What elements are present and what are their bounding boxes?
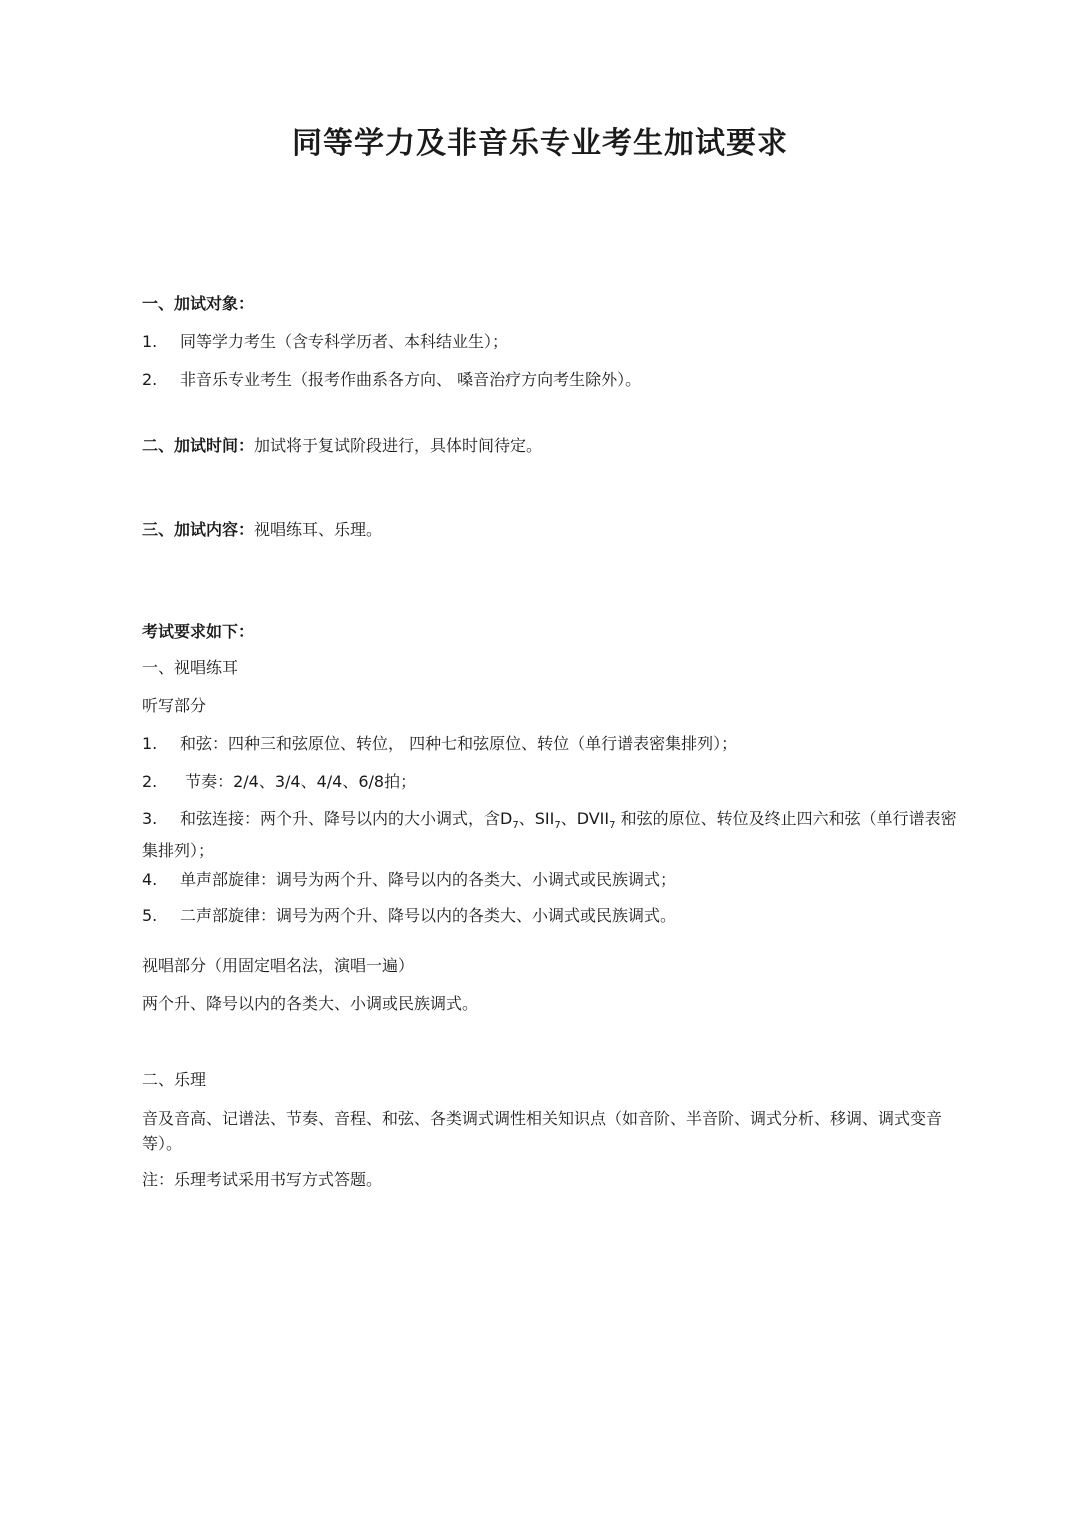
sightsinging-text: 两个升、降号以内的各类大、小调或民族调式。 <box>142 994 479 1013</box>
dictation-heading: 听写部分 <box>142 696 207 715</box>
document-title: 同等学力及非音乐专业考生加试要求 <box>292 126 788 161</box>
sightsinging-heading: 视唱部分（用固定唱名法，演唱一遍） <box>142 956 415 975</box>
section1-item-1 <box>142 330 508 354</box>
item-number: 1. <box>142 734 158 753</box>
item-text: 非音乐专业考生（报考作曲系各方向、 嗓音治疗方向考生除外）。 <box>180 370 642 389</box>
item-text: 单声部旋律：调号为两个升、降号以内的各类大、小调式或民族调式； <box>180 870 677 889</box>
section2-line <box>142 434 542 458</box>
item-text-part3: 、DVII <box>560 809 610 828</box>
section3-text: 视唱练耳、乐理。 <box>254 520 383 539</box>
item-number: 3. <box>142 809 158 828</box>
item-number: 5. <box>142 906 158 925</box>
theory-note: 注：乐理考试采用书写方式答题。 <box>142 1170 383 1189</box>
section2-heading: 二、加试时间： <box>142 436 255 455</box>
sight-ear-heading: 一、视唱练耳 <box>142 658 239 677</box>
dictation-item-5 <box>142 904 676 928</box>
item-text: 和弦：四种三和弦原位、转位， 四种七和弦原位、转位（单行谱表密集排列）； <box>180 734 738 753</box>
item-text: 同等学力考生（含专科学历者、本科结业生）； <box>180 332 509 351</box>
item-text: 节奏：2/4、3/4、4/4、6/8拍； <box>180 772 417 791</box>
item-number: 4. <box>142 870 158 889</box>
section1-heading: 一、加试对象： <box>142 294 255 313</box>
item-text-part2: 、SII <box>518 809 555 828</box>
item-number: 2. <box>142 370 158 389</box>
subscript: 7 <box>609 820 616 832</box>
item-text-part4: 和弦的原位、转位及终止四六和弦（单行谱表密集排列）； <box>142 809 957 861</box>
subscript: 7 <box>512 820 519 832</box>
requirements-heading: 考试要求如下： <box>142 622 255 641</box>
item-number: 2. <box>142 772 158 791</box>
section1-item-2 <box>142 368 641 392</box>
item-text: 二声部旋律：调号为两个升、降号以内的各类大、小调式或民族调式。 <box>180 906 677 925</box>
theory-heading: 二、乐理 <box>142 1070 207 1089</box>
dictation-item-3 <box>142 806 962 863</box>
dictation-item-2 <box>142 770 416 794</box>
dictation-item-1 <box>142 732 737 756</box>
subscript: 7 <box>554 820 561 832</box>
section2-text: 加试将于复试阶段进行，具体时间待定。 <box>254 436 543 455</box>
dictation-item-4 <box>142 868 676 892</box>
theory-text: 音及音高、记谱法、节奏、音程、和弦、各类调式调性相关知识点（如音阶、半音阶、调式分析、移调、调式变音等）。 <box>142 1109 943 1153</box>
item-number: 1. <box>142 332 158 351</box>
section3-heading: 三、加试内容： <box>142 520 255 539</box>
item-text-part1: 和弦连接：两个升、降号以内的大小调式，含D <box>180 809 513 828</box>
section3-line <box>142 518 382 542</box>
